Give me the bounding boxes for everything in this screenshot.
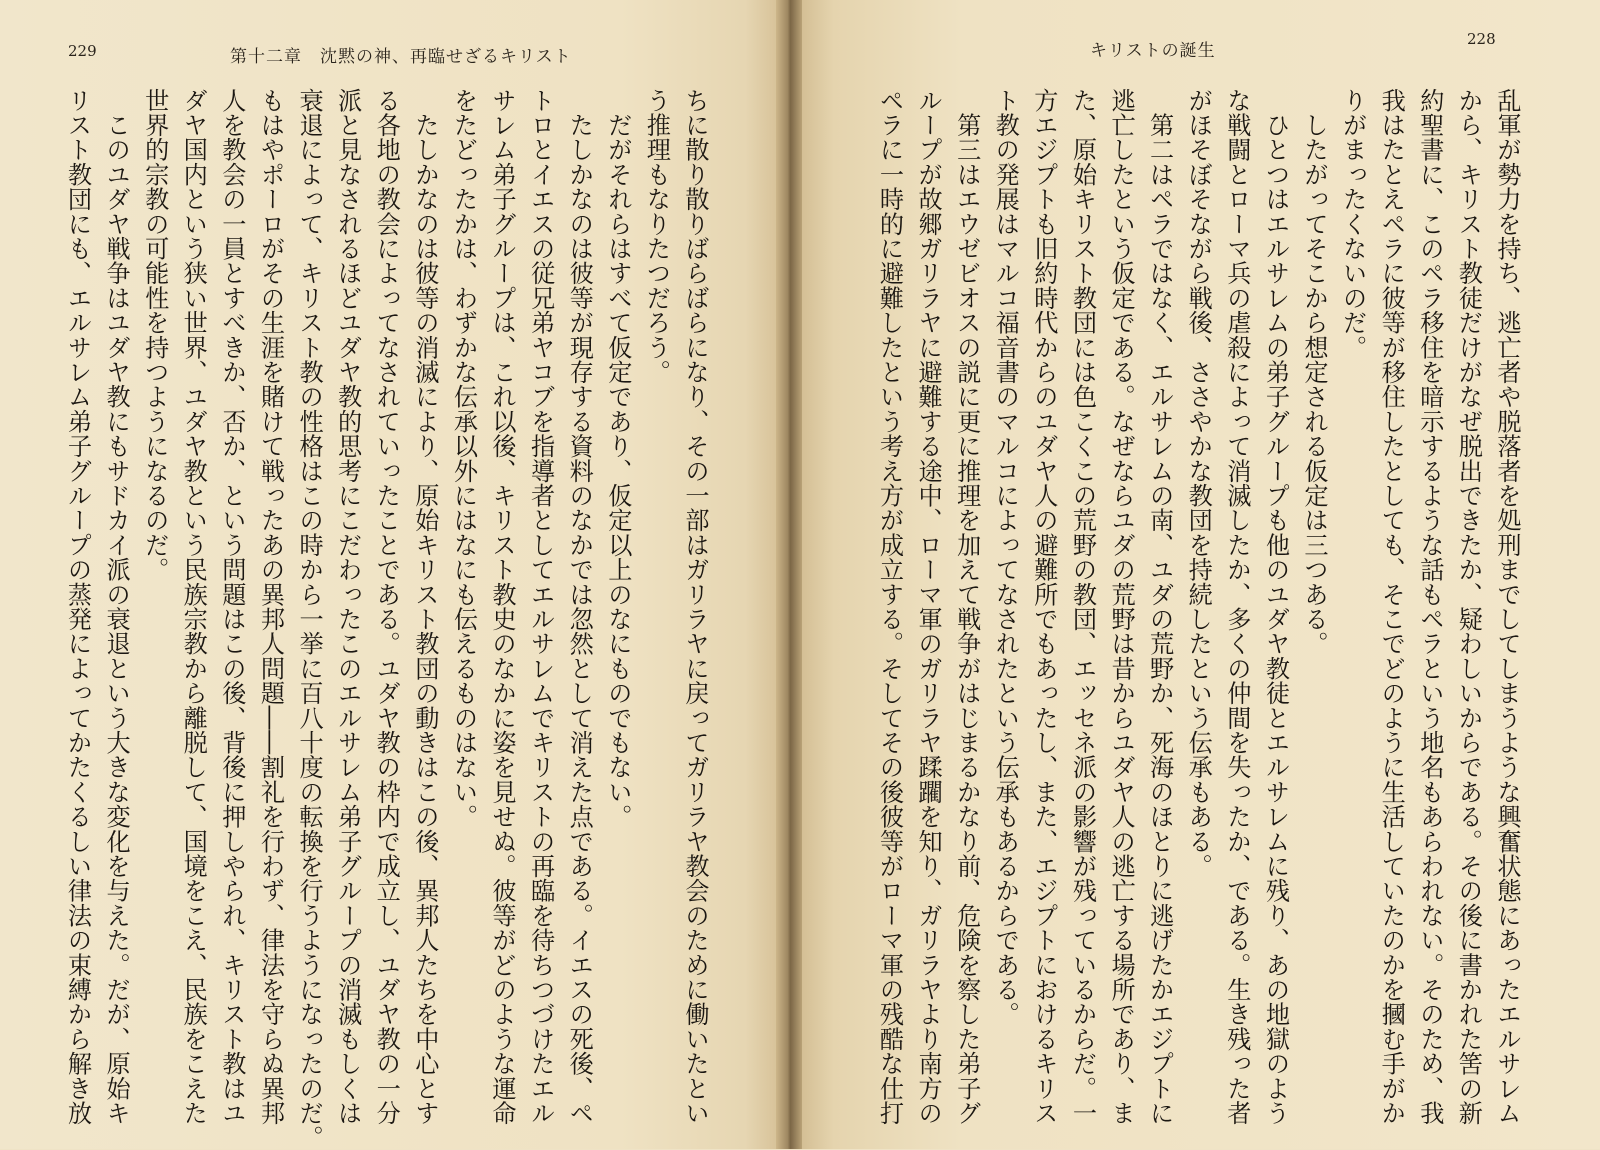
right-page-body [832,88,1526,1128]
text-line: 乱軍が勢力を持ち、逃亡者や脱落者を処刑までしてしまうような興奮状態にあったエルサレム [1493,88,1521,1126]
text-line: 派と見なされるほどユダヤ教的思考にこだわったこのエルサレム弟子グループの消滅もしくは [333,88,362,1126]
text-line: た、原始キリスト教団には色こくこの荒野の教団、エッセネ派の影響が残っているからだ。一 [1068,88,1097,1126]
running-head-book-title: キリストの誕生 [1090,41,1216,61]
text-line: う推理もなりたつだろう。 [642,88,671,385]
text-line: たしかなのは彼等が現存する資料のなかでは忽然として消えた点である。イエスの死後、ペ [565,88,594,1126]
text-line: 約聖書に、このペラ移住を暗示するような話もペラという地名もあらわれない。そのため、我 [1415,88,1444,1126]
running-head-chapter: 第十二章 沈黙の神、再臨せざるキリスト [230,47,572,67]
text-line: る各地の教会によってなされていったことである。ユダヤ教の枠内で成立し、ユダヤ教の一分 [372,88,401,1126]
text-line: をたどったかは、わずかな伝承以外にはなにも伝えるものはない。 [449,88,478,829]
text-line: リスト教団にも、エルサレム弟子グループの蒸発によってかたくるしい律法の束縛から解き放 [63,88,92,1126]
text-line: から、キリスト教徒だけがなぜ脱出できたか、疑わしいからである。その後に書かれた筈の新 [1454,88,1483,1126]
text-line: ひとつはエルサレムの弟子グループも他のユダヤ教徒とエルサレムに残り、あの地獄のよう [1261,88,1290,1126]
page-number-right: 228 [1467,30,1496,48]
text-line: したがってそこから想定される仮定は三つある。 [1300,88,1329,657]
text-line: 第三はエウゼビオスの説に更に推理を加えて戦争がはじまるかなり前、危険を察した弟子グ [952,88,981,1126]
text-line: 我はたとえペラに彼等が移住したとしても、そこでどのように生活していたのかを摑む手がか [1377,88,1406,1126]
page-number-left: 229 [68,42,97,60]
text-line: もはやポーロがその生涯を賭けて戦ったあの異邦人問題――割礼を行わず、律法を守らぬ異邦 [256,88,285,1126]
text-line: な戦闘とローマ兵の虐殺によって消滅したか、多くの仲間を失ったか、である。生き残った者 [1222,88,1251,1126]
text-line: ちに散り散りばらばらになり、その一部はガリラヤに戻ってガリラヤ教会のために働いたとい [681,88,709,1126]
text-line: がほそぼそながら戦後、ささやかな教団を持続したという伝承もある。 [1184,88,1213,879]
text-line: ループが故郷ガリラヤに避難する途中、ローマ軍のガリラヤ蹂躙を知り、ガリラヤより南方の [914,88,943,1126]
text-line: 世界的宗教の可能性を持つようになるのだ。 [140,88,169,582]
text-line: だがそれらはすべて仮定であり、仮定以上のなにものでもない。 [603,88,632,829]
book-gutter [776,0,802,1149]
text-line: このユダヤ戦争はユダヤ教にもサドカイ派の衰退という大きな変化を与えた。だが、原始キ [102,88,131,1126]
text-line: ト教の発展はマルコ福音書のマルコによってなされたという伝承もあるからである。 [991,88,1020,1027]
text-line: トロとイエスの従兄弟ヤコブを指導者としてエルサレムでキリストの再臨を待ちつづけたエル [526,88,555,1126]
text-line: ダヤ国内という狭い世界、ユダヤ教という民族宗教から離脱して、国境をこえ、民族をこえた [179,88,208,1126]
text-line: 衰退によって、キリスト教の性格はこの時から一挙に百八十度の転換を行うようになったのだ。 [295,88,324,1150]
text-line: たしかなのは彼等の消滅により、原始キリスト教団の動きはこの後、異邦人たちを中心とす [410,88,439,1126]
text-line: りがまったくないのだ。 [1338,88,1367,360]
text-line: 逃亡したという仮定である。なぜならユダの荒野は昔からユダヤ人の逃亡する場所であり、ま [1107,88,1136,1126]
text-line: 方エジプトも旧約時代からのユダヤ人の避難所でもあったし、また、エジプトにおけるキリス [1029,88,1058,1126]
text-line: 人を教会の一員とすべきか、否か、という問題はこの後、背後に押しやられ、キリスト教はユ [217,88,246,1126]
text-line: ペラに一時的に避難したという考え方が成立する。そしてその後彼等がローマ軍の残酷な仕打 [875,88,904,1126]
text-line: 第二はペラではなく、エルサレムの南、ユダの荒野か、死海のほとりに逃げたかエジプトに [1145,88,1174,1126]
left-page-body [63,88,714,1150]
text-line: サレム弟子グループは、これ以後、キリスト教史のなかに姿を見せぬ。彼等がどのような運命 [488,88,517,1126]
